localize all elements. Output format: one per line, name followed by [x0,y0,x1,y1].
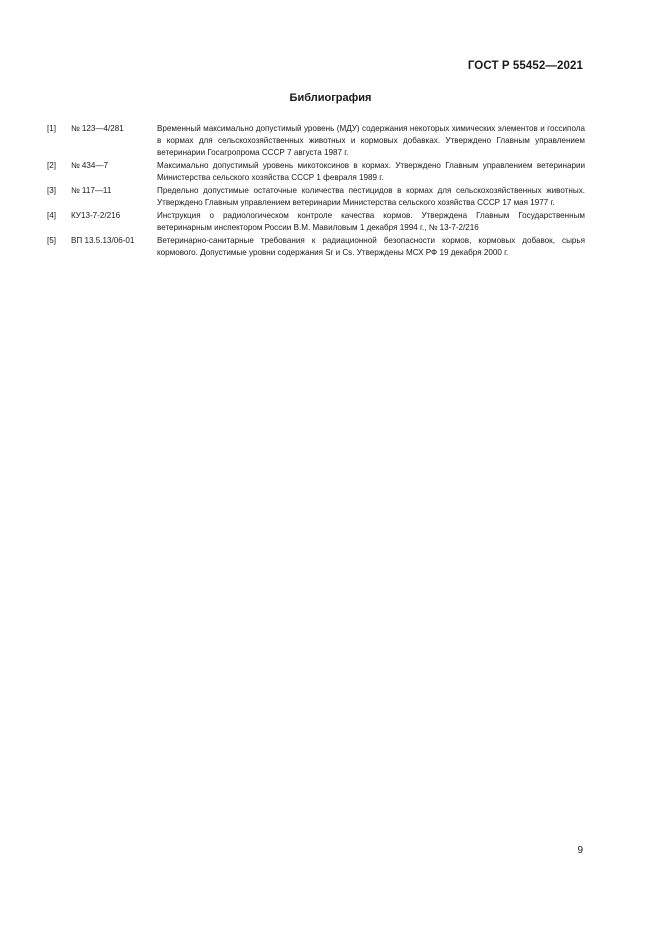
entry-number: [3] [47,186,56,195]
entry-reference: № 434—7 [71,161,109,170]
bibliography-list [47,123,585,260]
entry-reference: КУ13-7-2/216 [71,211,121,220]
bibliography-entry [47,123,585,159]
entry-text: Инструкция о радиологическом контроле качества кормов. Утверждена Главным Государственным ветеринарным инспектором России В.М. Мавиловым 1 декабря 1994 г., № 13-7-2/216 [157,211,585,232]
bibliography-entry [47,210,585,234]
bibliography-entry [47,235,585,259]
entry-reference: № 117—11 [71,186,112,195]
entry-number: [1] [47,124,56,133]
entry-text: Временный максимально допустимый уровень (МДУ) содержания некоторых химических элементов и госсипола в кормах для сельскохозяйственных животных и кормовых добавках. Утверждено Главным управлением ветеринарии Госагропрома СССР 7 августа 1987 г. [157,124,585,157]
bibliography-entry [47,160,585,184]
entry-text: Ветеринарно-санитарные требования к радиационной безопасности кормов, кормовых добавок, сырья кормового. Допустимые уровни содержания Sr и Cs. Утверждены МСХ РФ 19 декабря 2000 г. [157,236,585,257]
entry-reference: ВП 13.5.13/06-01 [71,236,135,245]
entry-number: [4] [47,211,56,220]
bibliography-entry [47,185,585,209]
entry-text: Максимально допустимый уровень микотоксинов в кормах. Утверждено Главным управлением ветеринарии Министерства сельского хозяйства СССР 1 февраля 1989 г. [157,161,585,182]
entry-reference: № 123—4/281 [71,124,124,133]
entry-number: [2] [47,161,56,170]
entry-number: [5] [47,236,56,245]
document-code: ГОСТ Р 55452—2021 [467,60,583,72]
page-number: 9 [577,845,583,856]
section-title: Библиография [289,92,372,104]
entry-text: Предельно допустимые остаточные количества пестицидов в кормах для сельскохозяйственных животных. Утверждено Главным управлением ветеринарии Министерства сельского хозяйства СССР 17 мая 1977 г. [157,186,585,207]
